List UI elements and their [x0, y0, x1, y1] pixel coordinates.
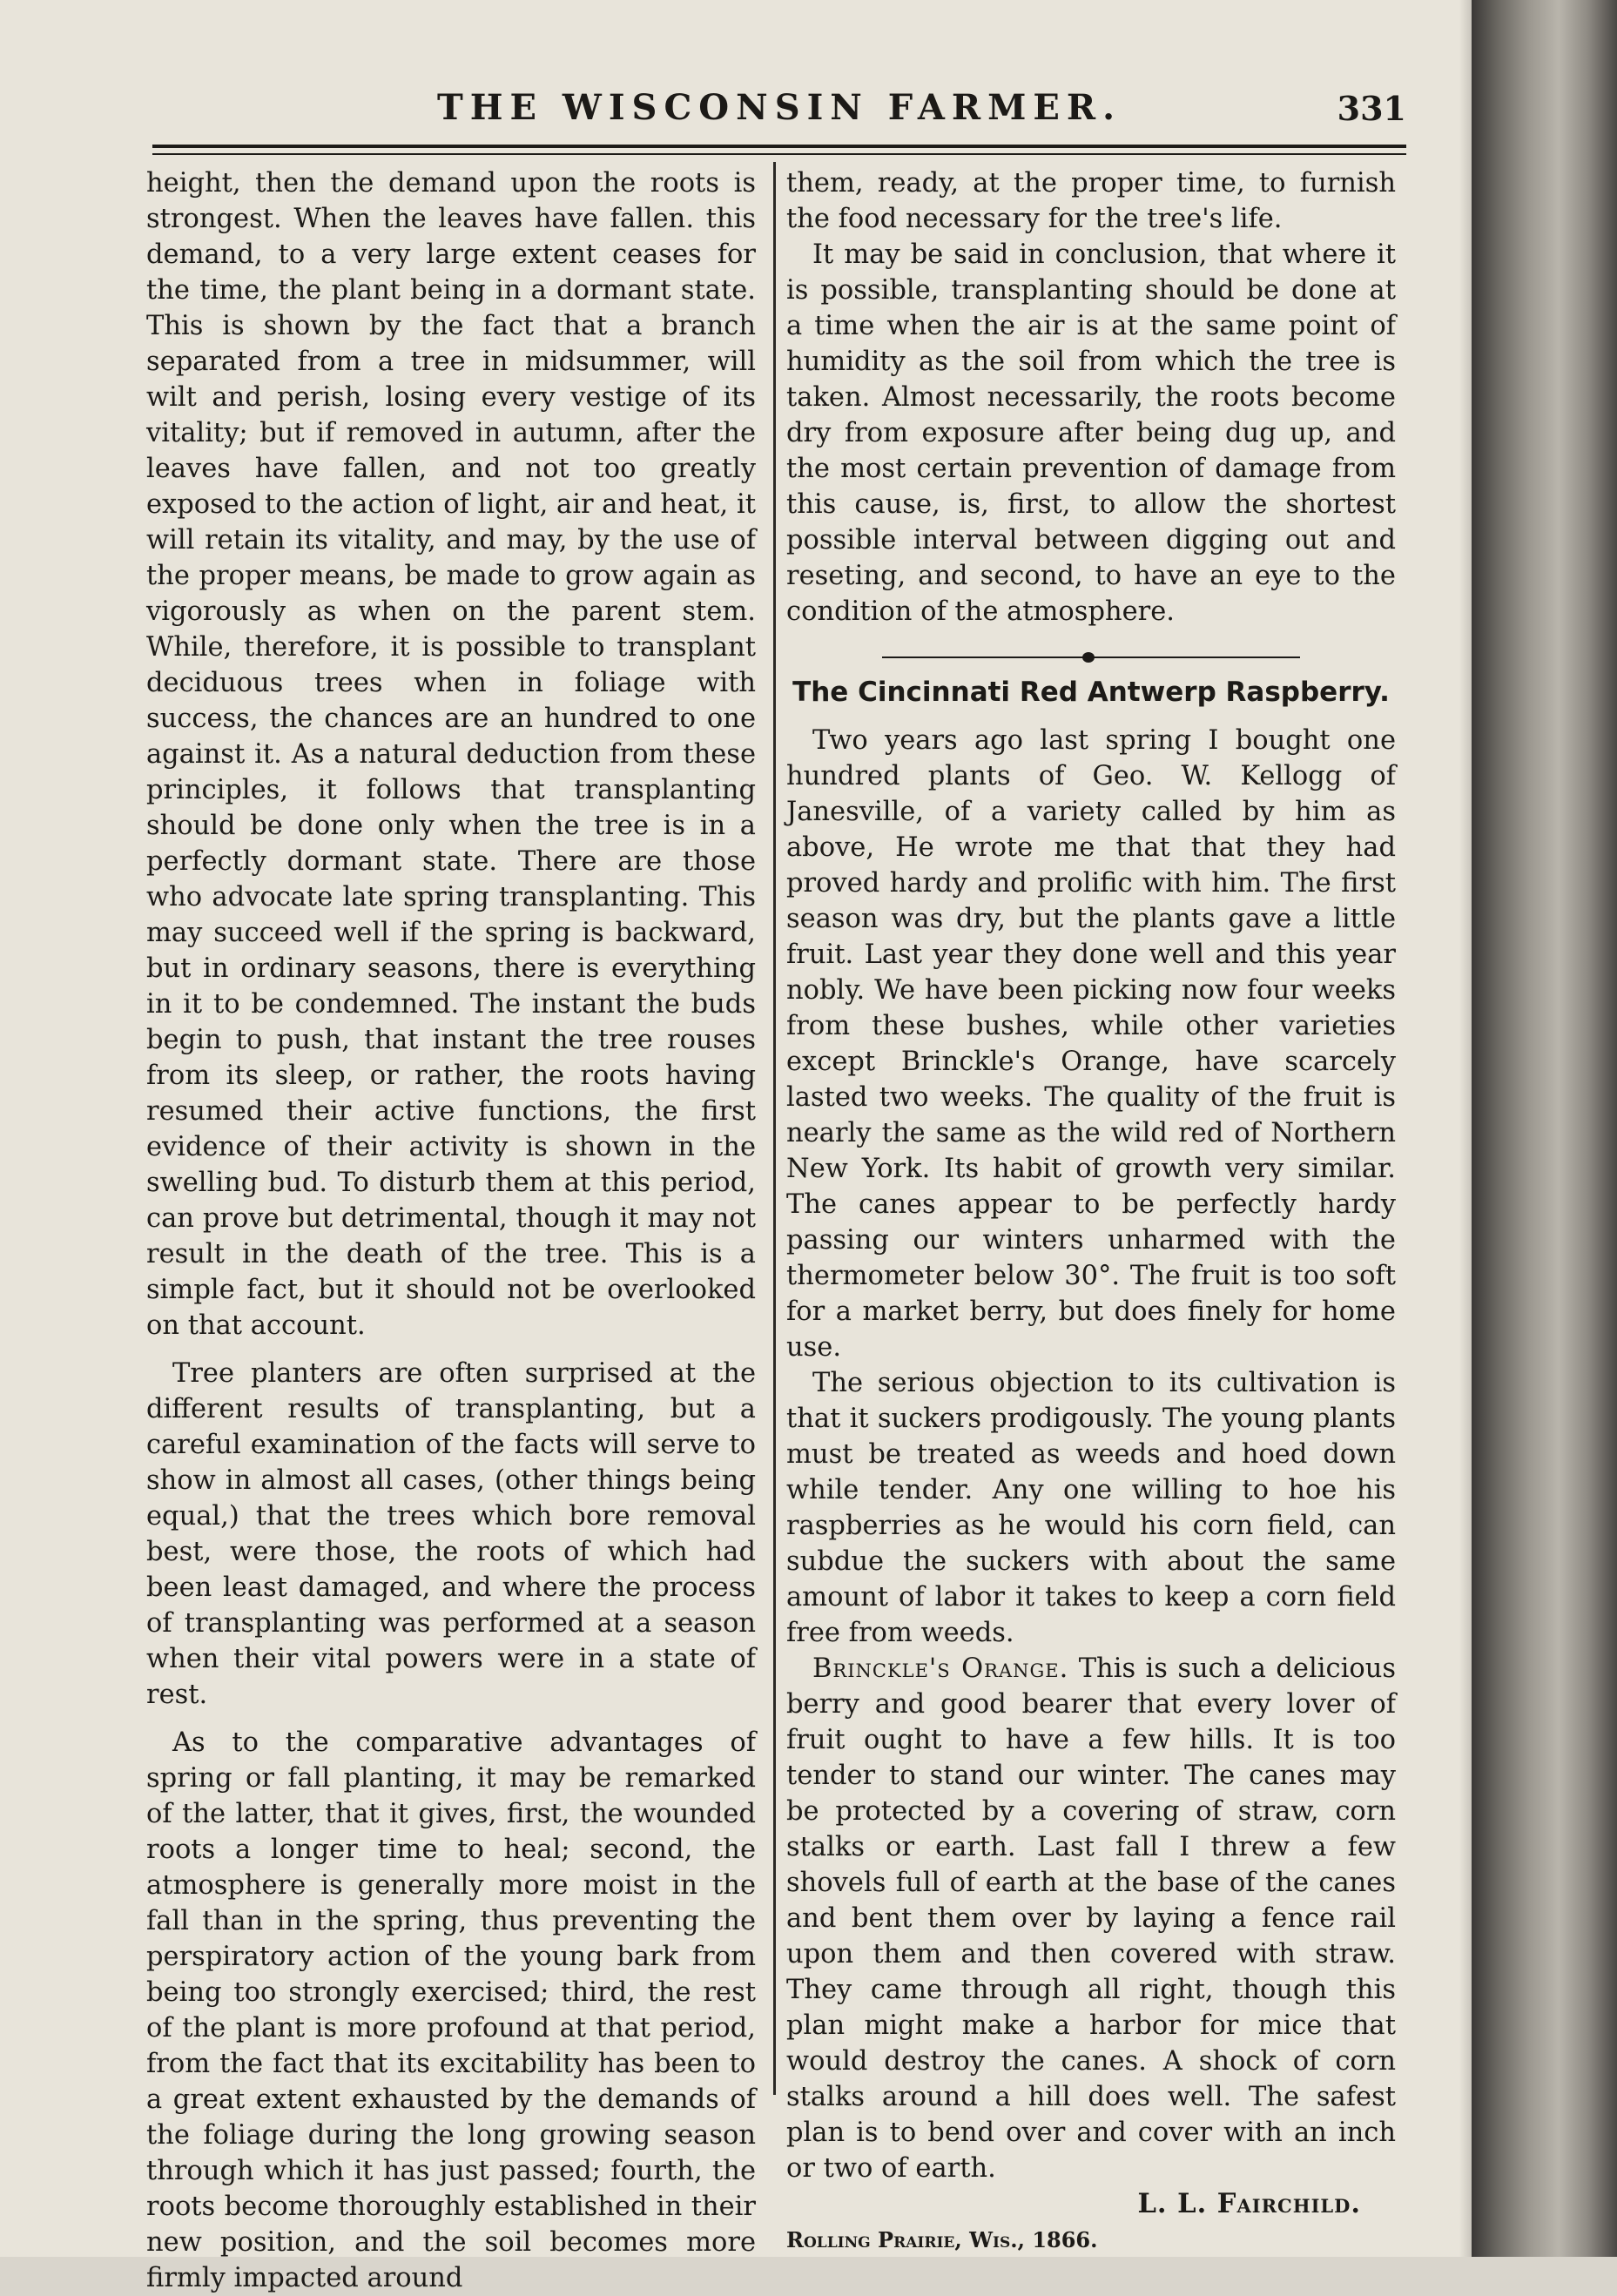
header-rule-thick	[152, 145, 1406, 148]
column-divider	[773, 162, 776, 2095]
dateline: Rolling Prairie, Wis., 1866.	[786, 2227, 1098, 2252]
paragraph-body: This is such a delicious berry and good bearer that every lover of fruit ought to have a few hills. It is too tender to stand our winter. The canes may be protected by a covering of straw, corn stalks or earth. Last fall I threw a few shovels full of earth at the base of the canes and bent them over by laying a fence rail upon them and then covered with straw. They came through all right, though this plan might make a harbor for mice that would destroy the canes. A shock of corn stalks around a hill does well. The safest plan is to bend over and cover with an inch or two of earth.	[786, 1653, 1396, 2184]
paragraph: Tree planters are often surprised at the different results of transplanting, but a careful examination of the facts will serve to show in almost all cases, (other things being equal,) that the trees which bore removal best, were those, the roots of which had been least damaged, and where the process of transplanting was performed at a season when their vital powers were in a state of rest.	[146, 1358, 756, 1710]
paragraph: height, then the demand upon the roots is strongest. When the leaves have fallen. this demand, to a very large extent ceases for the time, the plant being in a dormant state. This is shown by the fact that a branch separated from a tree in midsummer, will wilt and perish, losing every vestige of its vitality; but if removed in autumn, after the leaves have fallen, and not too greatly exposed to the action of light, air and heat, it will retain its vitality, and may, by the use of the proper means, be made to grow again as vigorously as when on the parent stem. While, therefore, it is possible to transplant deciduous trees when in foliage with success, the chances are an hundred to one against it. As a natural deduction from these principles, it follows that transplanting should be done only when the tree is in a perfectly dormant state. There are those who advocate late spring transplanting. This may succeed well if the spring is backward, but in ordinary seasons, there is everything in it to be condemned. The instant the buds begin to push, that instant the tree rouses from its sleep, or rather, the roots having resumed their active functions, the first evidence of their activity is shown in the swelling bud. To disturb them at this period, can prove but detrimental, though it may not result in the death of the tree. This is a simple fact, but it should not be overlooked on that account.	[146, 168, 756, 1341]
left-column	[146, 165, 756, 2296]
paragraph	[786, 1651, 1396, 2186]
running-header	[152, 87, 1406, 139]
right-column	[786, 165, 1396, 2258]
publication-title: THE WISCONSIN FARMER.	[436, 87, 1122, 128]
paragraph: As to the comparative advantages of spring or fall planting, it may be remarked of the latter, that it gives, first, the wounded roots a longer time to heal; second, the atmosphere is generally more moist in the fall than in the spring, thus preventing the perspiratory action of the young bark from being too strongly exercised; third, the rest of the plant is more profound at that period, from the fact that its excitability has been to a great extent exhausted by the demands of the foliage during the long growing season through which it has just passed; fourth, the roots become thoroughly established in their new position, and the soil becomes more firmly impacted around	[146, 1727, 756, 2293]
page-number: 331	[1337, 89, 1406, 128]
article-heading: The Cincinnati Red Antwerp Raspberry.	[792, 677, 1390, 708]
section-divider	[786, 649, 1396, 666]
header-rule-thin	[152, 153, 1406, 155]
paragraph: them, ready, at the proper time, to furnish the food necessary for the tree's life.	[786, 168, 1396, 234]
paragraph: Two years ago last spring I bought one hundred plants of Geo. W. Kellogg of Janesville, of a variety called by him as above, He wrote me that that they had proved hardy and prolific with him. The first season was dry, but the plants gave a little fruit. Last year they done well and this year nobly. We have been picking now four weeks from these bushes, while other varieties except Brinckle's Orange, have scarcely lasted two weeks. The quality of the fruit is nearly the same as the wild red of Northern New York. Its habit of growth very similar. The canes appear to be perfectly hardy passing our winters unharmed with the thermometer below 30°. The fruit is too soft for a market berry, but does finely for home use.	[786, 725, 1396, 1363]
paragraph: It may be said in conclusion, that where it is possible, transplanting should be done at a time when the air is at the same point of humidity as the soil from which the tree is taken. Almost necessarily, the roots become dry from exposure after being dug up, and the most certain prevention of damage from this cause, is, first, to allow the shortest possible interval between digging out and reseting, and second, to have an eye to the condition of the atmosphere.	[786, 239, 1396, 627]
author-signature: L. L. Fairchild.	[1137, 2188, 1361, 2219]
run-in-heading: Brinckle's Orange.	[812, 1653, 1069, 1684]
paragraph: The serious objection to its cultivation is that it suckers prodigously. The young plants must be treated as weeds and hoed down while tender. Any one willing to hoe his raspberries as he would his corn field, can subdue the suckers with about the same amount of labor it takes to keep a corn field free from weeds.	[786, 1368, 1396, 1648]
book-binding	[1472, 0, 1617, 2257]
page-edge	[1459, 0, 1472, 2257]
